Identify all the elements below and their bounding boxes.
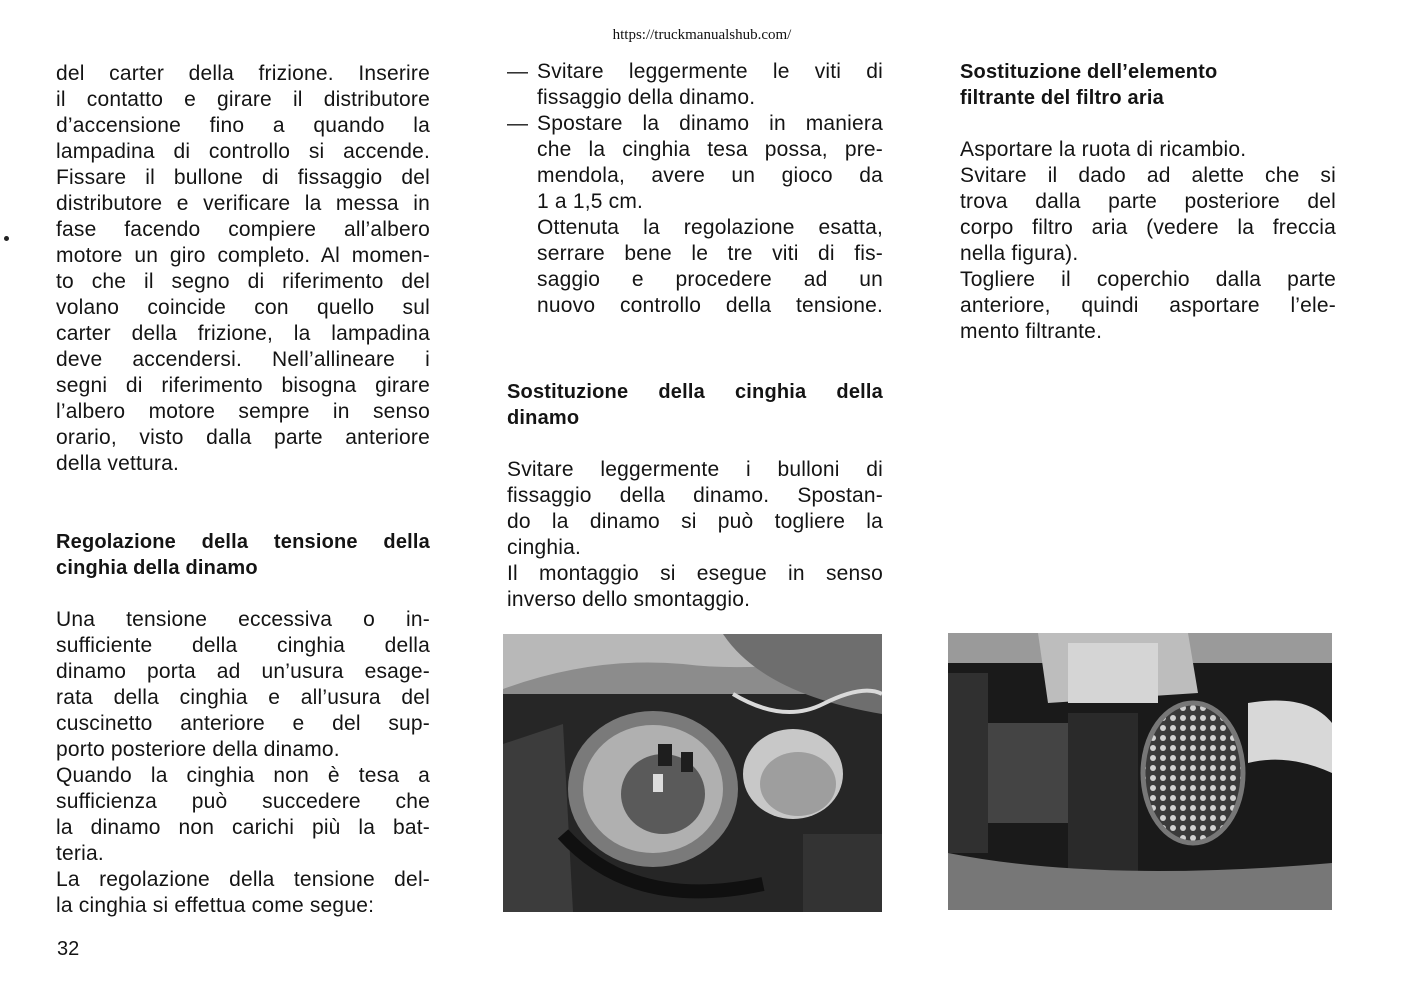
text-line: serrare bene le tre viti di fis- [537, 242, 883, 265]
text-line: Fissare il bullone di fissaggio del [56, 166, 430, 189]
text-line: mendola, avere un gioco da [537, 164, 883, 187]
text-line: cinghia. [507, 536, 581, 559]
text-line: inverso dello smontaggio. [507, 588, 751, 611]
step-loosen-screws [507, 59, 883, 111]
heading-line: filtrante del filtro aria [960, 87, 1164, 109]
text-line: to che il segno di riferimento del [56, 270, 430, 293]
text-line: cuscinetto anteriore e del sup- [56, 712, 430, 735]
paragraph-air-filter [960, 137, 1336, 345]
text-line: la cinghia si effettua come segue: [56, 894, 375, 917]
text-line: carter della frizione, la lampadina [56, 322, 430, 345]
text-line: trova dalla parte posteriore del [960, 190, 1336, 213]
text-line: Svitare leggermente le viti di [537, 60, 883, 83]
heading-line: cinghia della dinamo [56, 557, 258, 579]
paragraph-distributor-timing [56, 61, 430, 477]
text-line: la dinamo non carichi più la bat- [56, 816, 430, 839]
text-line: distributore e verificare la messa in [56, 192, 430, 215]
page-number: 32 [57, 938, 80, 960]
paragraph-belt-tension [56, 607, 430, 919]
text-line: orario, visto dalla parte anteriore [56, 426, 430, 449]
text-line: corpo filtro aria (vedere la freccia [960, 216, 1336, 239]
air-filter-photo [948, 633, 1332, 910]
heading-line: Regolazione della tensione della [56, 531, 430, 553]
column-middle [507, 59, 883, 613]
text-line: mento filtrante. [960, 320, 1103, 343]
text-line: do la dinamo si può togliere la [507, 510, 883, 533]
text-line: volano coincide con quello sul [56, 296, 430, 319]
text-line: motore un giro completo. Al momen- [56, 244, 430, 267]
text-line: porto posteriore della dinamo. [56, 738, 340, 761]
step-move-dynamo [507, 111, 883, 319]
text-line: anteriore, quindi asportare l’ele- [960, 294, 1336, 317]
text-line: 1 a 1,5 cm. [537, 190, 644, 213]
scan-speck [4, 236, 9, 241]
text-line: lampadina di controllo si accende. [56, 140, 430, 163]
text-line: La regolazione della tensione del- [56, 868, 430, 891]
text-line: Svitare il dado ad alette che si [960, 164, 1336, 187]
text-line: nuovo controllo della tensione. [537, 294, 883, 317]
dynamo-photo [503, 634, 882, 912]
text-line: teria. [56, 842, 104, 865]
text-line: Il montaggio si esegue in senso [507, 562, 883, 585]
section-heading-air-filter [960, 59, 1336, 111]
dash-bullet: — [507, 112, 529, 135]
column-left [56, 61, 430, 919]
text-line: che la cinghia tesa possa, pre- [537, 138, 883, 161]
section-heading-belt-replacement [507, 379, 883, 431]
heading-line: Sostituzione dell’elemento [960, 61, 1218, 83]
text-line: fissaggio della dinamo. [537, 86, 756, 109]
text-line: Svitare leggermente i bulloni di [507, 458, 883, 481]
dash-bullet: — [507, 60, 529, 83]
text-line: segni di riferimento bisogna girare [56, 374, 430, 397]
text-line: Quando la cinghia non è tesa a [56, 764, 430, 787]
heading-line: dinamo [507, 407, 580, 429]
text-line: il contatto e girare il distributore [56, 88, 430, 111]
text-line: del carter della frizione. Inserire [56, 62, 430, 85]
text-line: della vettura. [56, 452, 180, 475]
text-line: Asportare la ruota di ricambio. [960, 138, 1247, 161]
text-line: dinamo porta ad un’usura esage- [56, 660, 430, 683]
text-line: sufficiente della cinghia della [56, 634, 430, 657]
heading-line: Sostituzione della cinghia della [507, 381, 883, 403]
text-line: sufficienza può succedere che [56, 790, 430, 813]
text-line: Togliere il coperchio dalla parte [960, 268, 1336, 291]
text-line: Ottenuta la regolazione esatta, [537, 216, 883, 239]
text-line: fase facendo compiere all’albero [56, 218, 430, 241]
section-heading-belt-tension [56, 529, 430, 581]
text-line: rata della cinghia e all’usura del [56, 686, 430, 709]
source-url: https://truckmanualshub.com/ [612, 27, 792, 43]
text-line: fissaggio della dinamo. Spostan- [507, 484, 883, 507]
text-line: nella figura). [960, 242, 1079, 265]
text-line: Spostare la dinamo in maniera [537, 112, 883, 135]
column-right [960, 59, 1336, 345]
text-line: l’albero motore sempre in senso [56, 400, 430, 423]
text-line: Una tensione eccessiva o in- [56, 608, 430, 631]
text-line: deve accendersi. Nell’allineare i [56, 348, 430, 371]
text-line: d’accensione fino a quando la [56, 114, 430, 137]
text-line: saggio e procedere ad un [537, 268, 883, 291]
paragraph-belt-replacement [507, 457, 883, 613]
air-filter-photo-illustration [948, 633, 1332, 910]
dynamo-photo-illustration [503, 634, 882, 912]
